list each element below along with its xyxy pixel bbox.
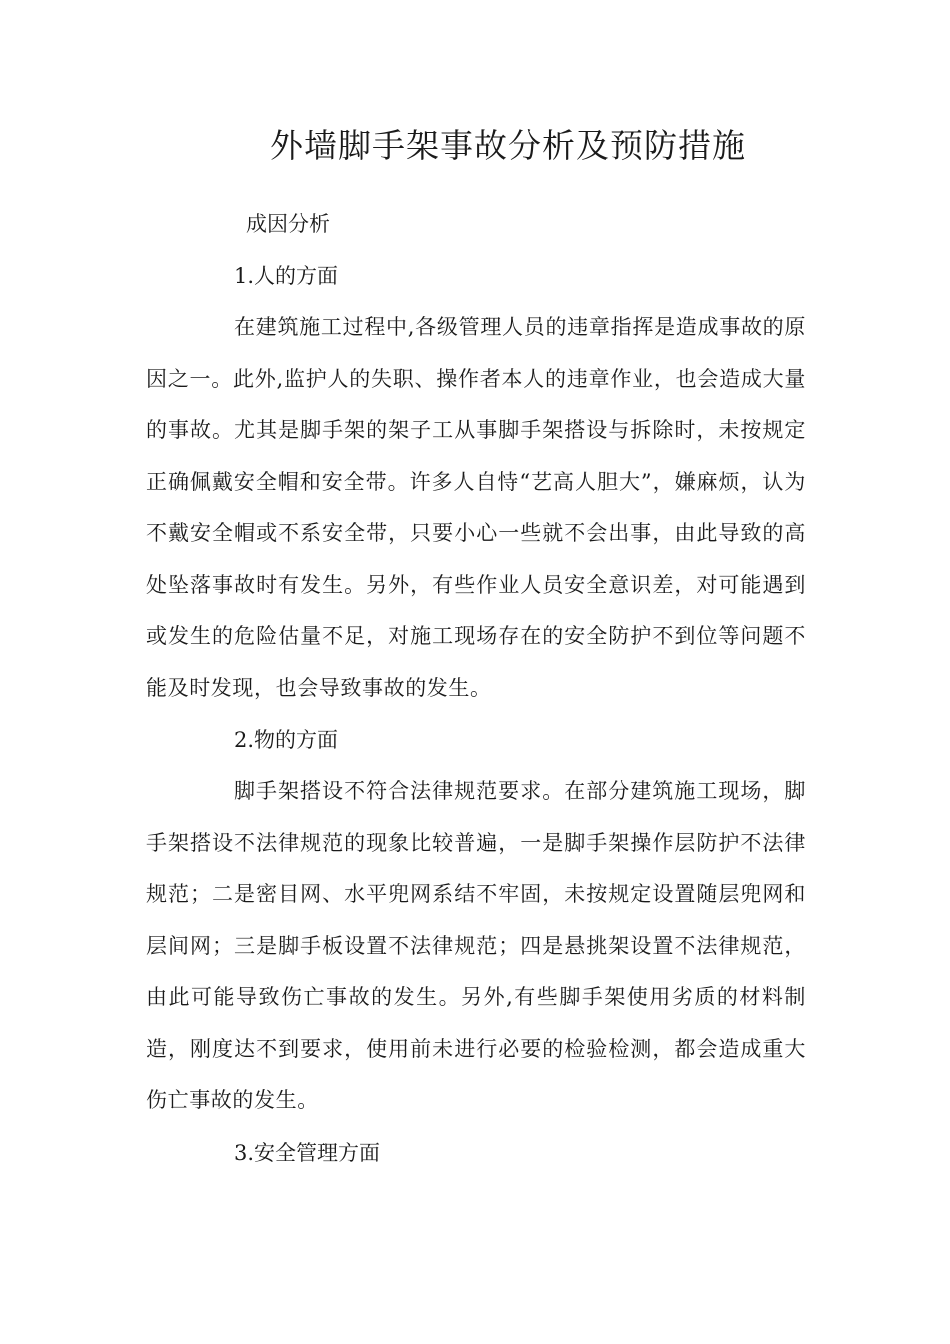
subsection-heading-1: 1.人的方面	[234, 264, 339, 288]
paragraph-1: 在建筑施工过程中,各级管理人员的违章指挥是造成事故的原因之一。此外,监护人的失职、操作者本人的违章作业，也会造成大量的事故。尤其是脚手架的架子工从事脚手架搭设与拆除时，未按规定正确佩戴安全帽和安全带。许多人自恃“艺高人胆大”，嫌麻烦，认为不戴安全帽或不系安全带，只要小心一些就不会出事，由此导致的高处坠落事故时有发生。另外，有些作业人员安全意识差，对可能遇到或发生的危险估量不足，对施工现场存在的安全防护不到位等问题不能及时发现，也会导致事故的发生。	[146, 315, 806, 700]
subsection-heading-2: 2.物的方面	[234, 728, 339, 752]
document-title: 外墙脚手架事故分析及预防措施	[270, 126, 746, 165]
paragraph-2: 脚手架搭设不符合法律规范要求。在部分建筑施工现场，脚手架搭设不法律规范的现象比较普遍，一是脚手架操作层防护不法律规范；二是密目网、水平兜网系结不牢固，未按规定设置随层兜网和层间网；三是脚手板设置不法律规范；四是悬挑架设置不法律规范，由此可能导致伤亡事故的发生。另外,有些脚手架使用劣质的材料制造，刚度达不到要求，使用前未进行必要的检验检测，都会造成重大伤亡事故的发生。	[146, 779, 806, 1112]
section-heading: 成因分析	[246, 212, 330, 236]
subsection-heading-3: 3.安全管理方面	[234, 1140, 381, 1165]
document-body	[146, 198, 806, 1179]
